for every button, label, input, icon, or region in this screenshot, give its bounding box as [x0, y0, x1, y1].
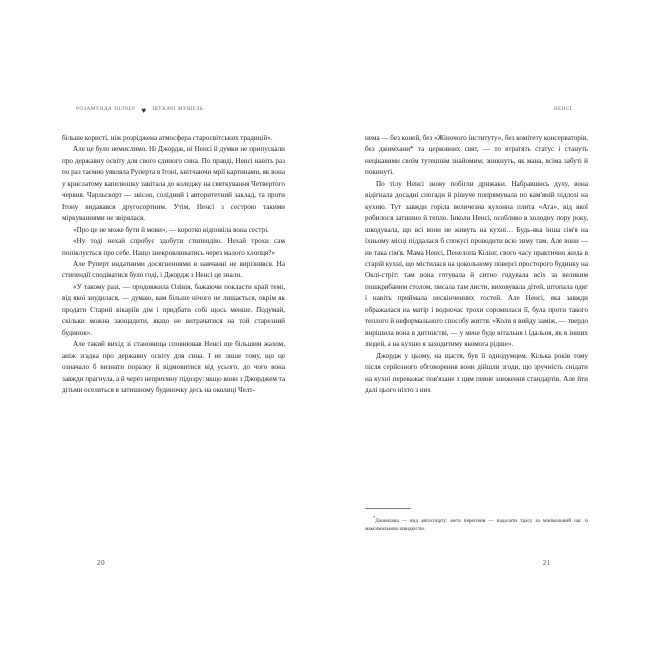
paragraph: Але це було немислимо. Ні Джордж, ні Ненсі й думки не припускали про державну освіту для свого єдиного сина. По правді, Ненсі навіть раз по раз таємно уявляла Руперта в Ітоні, квітчаючи мрії картинами, як вона у крислатому капелюшку завітала до коледжу на святкування Четвертого червня. Чарльсворт — звісно, солідний і авторитетний заклад, та проти Ітону видавався другосортним. Утім, Ненсі з сестрою такими міркуваннями не звірялася. — [62, 145, 285, 223]
footnote-marker: * — [373, 514, 376, 520]
paragraph: Але Руперт видатними досягненнями в навчанні не вирізнявся. На стипендії сподіватися було годі, і Джордж з Ненсі це знали. — [62, 259, 285, 280]
right-page — [325, 0, 650, 650]
running-head-right — [365, 105, 588, 127]
page-number-right: 21 — [542, 559, 551, 567]
paragraph: «Ну тоді нехай спробує здобути стипендію. Нехай трохи сам попіклується про себе. Нащо знекровлюватись через малого хлопця?» — [62, 237, 285, 257]
footnote-block — [365, 508, 588, 533]
paragraph: нема — без коней, без «Жіночого інституту», без комітету консерваторів, без джимхани* та церковних свят, — то втратять статус і стануть нецікавими своїм тутешнім знайомим; зникнуть, як мана, всіма забуті й покинуті. — [365, 134, 588, 177]
right-page-text-column — [365, 133, 588, 396]
left-page-text-column — [62, 133, 285, 396]
running-head-left — [62, 105, 285, 127]
page-number-left: 20 — [97, 559, 106, 567]
paragraph: більше користі, ніж розріджена атмосфера старосвітських традицій». — [62, 134, 273, 142]
paragraph: «У такому разі, — продовжила Олівія, бажаючи покласти край темі, від якої знудилася, — думаю, вам більше нічого не лишається, окрім як продати Старий вікаріїв дім і придбати собі щось менше. Подумай, скільки можна заощадити, якщо не витрачатися на той старезний будинок». — [62, 282, 285, 337]
footnote-text — [365, 514, 588, 533]
paragraph: Але такий вихід зі становища сповнював Ненсі ще більшим жахом, аніж згадка про державну освіту для сина. І не лише тому, що це означало б визнати поразку й відмовитися від усього, до чого вона завжди прагнула, а й через неприємну підозру: якщо вони з Джорджем та дітьми оселяться в затишному будиночку десь на околиці Челт- — [62, 340, 285, 394]
running-head-chapter: ненсі — [553, 105, 572, 112]
paragraph: Джордж у цьому, на щастя, був її однодумцем. Кілька років тому після серйозного обговорення вони дійшли згоди, що зручність снідати на кухні переважає пов'язане з цим певне зниження стандартів. Але йти далі цього ніхто з них — [365, 351, 588, 394]
paragraph: «Про це не може бути й мови», — коротко відповіла вона сестрі. — [73, 225, 269, 234]
footnote-rule — [365, 508, 411, 509]
page-gutter — [325, 0, 326, 650]
heart-ornament-icon: ♥ — [141, 106, 147, 115]
footnote-body: Джимхана — вид автоспорту; мета перегонів — подолати трасу за мінімальний час із максимальною швидкістю. — [365, 517, 588, 532]
running-head-title: шукачі мушель — [152, 105, 204, 112]
paragraph: По тілу Ненсі знову побігли дрижаки. Набравшись духу, вона відігнала досадні спогади й рішуче попрямувала по кам'яній підлозі на кухню. Тут завжди горіла величезна кухонна плита «Ага», від якої робилося затишно й тепло. Інколи Ненсі, особливо в холодну пору року, шкодувала, що всі вони не живуть на кухні… Будь-яка інша сім'я на їхньому місці піддалася б спокусі проводити всю зиму там. Але вони — не така сім'я. Мама Ненсі, Пенелопа Кілінг, свого часу практично жила в старій кухні, що містилася на цокольному поверсі просторого будинку на Оклі-стріт: там вона готувала й ситно годувала всіх за великим пошкрябаним столом, писала там листи, виховувала дітей, штопала одяг і навіть приймала нескінченних гостей. Але Ненсі, яка завжди ображалася на матір і водночас трохи соромилася її, була проти такого теплого й неформального способу життя. «Коли я вийду заміж, — твердо вирішила вона в дитинстві, — у мене буде вітальня і їдальня, як в інших людей, а на кухню я заходитиму якомога рідше». — [365, 179, 588, 349]
running-head-author: розамунда пілчер — [76, 105, 136, 112]
